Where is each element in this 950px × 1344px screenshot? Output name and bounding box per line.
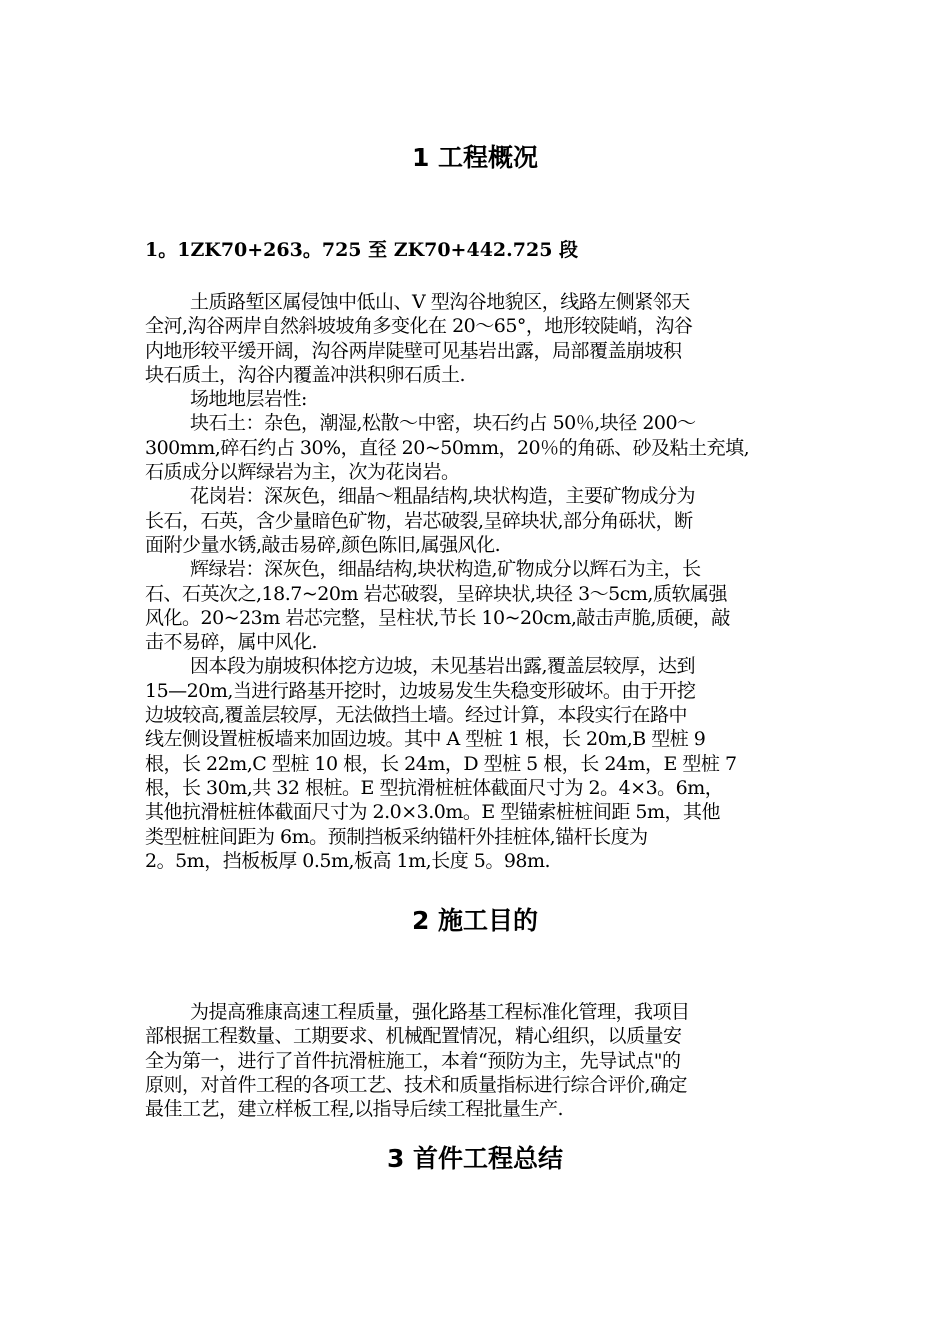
- text-line: 面附少量水锈,敲击易碎,颜色陈旧,属强风化.: [145, 533, 501, 556]
- text-line: 为提高雅康高速工程质量，强化路基工程标准化管理，我项目: [190, 1001, 690, 1023]
- text-line: 部根据工程数量、工期要求、机械配置情况，精心组织，以质量安: [145, 1025, 682, 1048]
- text-line: 300mm,碎石约占 30%，直径 20~50mm，20％的角砾、砂及粘土充填,: [145, 436, 750, 459]
- section-2-heading: 2 施工目的: [411, 906, 539, 935]
- text-line: 15—20m,当进行路基开挖时，边坡易发生失稳变形破坏。由于开挖: [145, 679, 696, 702]
- paragraph-granite: [145, 484, 813, 557]
- text-line: 长石，石英，含少量暗色矿物，岩芯破裂,呈碎块状,部分角砾状，断: [145, 509, 693, 532]
- text-line: 线左侧设置桩板墙来加固边坡。其中 A 型桩 1 根，长 20m,B 型桩 9: [145, 728, 706, 751]
- text-line: 边坡较高,覆盖层较厚，无法做挡土墙。经过计算，本段实行在路中: [145, 704, 688, 727]
- section-1-heading: 1 工程概况: [411, 143, 539, 172]
- text-line: 石、石英次之,18.7~20m 岩芯破裂，呈碎块状,块径 3～5cm,质软属强: [145, 582, 727, 605]
- text-line: 土质路堑区属侵蚀中低山、V 型沟谷地貌区，线路左侧紧邻天: [190, 291, 690, 313]
- text-line: 石质成分以辉绿岩为主，次为花岗岩。: [145, 461, 460, 484]
- text-line: 原则，对首件工程的各项工艺、技术和质量指标进行综合评价,确定: [145, 1073, 688, 1096]
- text-line: 全为第一，进行了首件抗滑桩施工，本着“预防为主，先导试点"的: [145, 1049, 681, 1072]
- text-line: 辉绿岩：深灰色，细晶结构,块状构造,矿物成分以辉石为主，长: [190, 558, 701, 581]
- text-line: 根，长 30m,共 32 根桩。E 型抗滑桩桩体截面尺寸为 2。4×3。6m，: [145, 776, 724, 799]
- text-line: 花岗岩：深灰色，细晶～粗晶结构,块状构造，主要矿物成分为: [190, 485, 696, 508]
- text-line: 其他抗滑桩桩体截面尺寸为 2.0×3.0m。E 型锚索桩桩间距 5m，其他: [145, 801, 720, 824]
- paragraph-purpose: [145, 1000, 813, 1121]
- section-1-subheading: 1。1ZK70+263。725 至 ZK70+442.725 段: [145, 239, 579, 261]
- section-3-heading: 3 首件工程总结: [386, 1144, 564, 1173]
- text-line: 全河,沟谷两岸自然斜坡坡角多变化在 20～65°，地形较陡峭，沟谷: [145, 315, 693, 338]
- text-line: 最佳工艺，建立样板工程,以指导后续工程批量生产.: [145, 1098, 564, 1121]
- text-line: 块石质土，沟谷内覆盖冲洪积卵石质土.: [145, 363, 466, 386]
- text-line: 块石土：杂色，潮湿,松散～中密，块石约占 50％,块径 200～: [190, 412, 696, 435]
- section-1-body: [145, 290, 813, 873]
- text-line: 场地地层岩性:: [190, 388, 307, 411]
- text-line: 类型桩桩间距为 6m。预制挡板采纳锚杆外挂桩体,锚杆长度为: [145, 825, 648, 848]
- text-line: 2。5m，挡板板厚 0.5m,板高 1m,长度 5。98m.: [145, 849, 551, 872]
- section-2-body: [145, 1000, 813, 1121]
- text-line: 因本段为崩坡积体挖方边坡，未见基岩出露,覆盖层较厚，达到: [190, 655, 696, 678]
- text-line: 根，长 22m,C 型桩 10 根，长 24m，D 型桩 5 根，长 24m，E 型桩 7: [145, 752, 737, 775]
- text-line: 击不易碎，属中风化.: [145, 631, 318, 654]
- paragraph-terrain: [145, 290, 813, 387]
- text-line: 内地形较平缓开阔，沟谷两岸陡壁可见基岩出露，局部覆盖崩坡积: [145, 339, 682, 362]
- paragraph-diabase: [145, 557, 813, 654]
- text-line: 风化。20~23m 岩芯完整，呈柱状,节长 10~20cm,敲击声脆,质硬，敲: [145, 606, 730, 629]
- paragraph-strata-title: [145, 387, 813, 411]
- paragraph-pile-design: [145, 654, 813, 873]
- paragraph-block-soil: [145, 411, 813, 484]
